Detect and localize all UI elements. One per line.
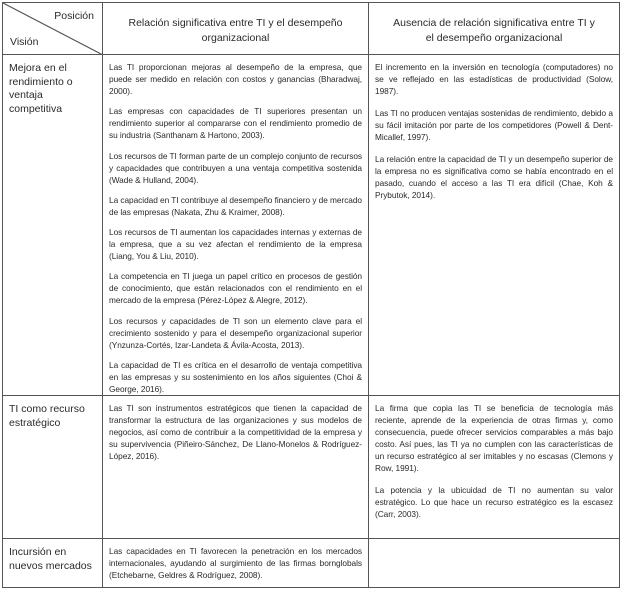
- table-row: [3, 396, 619, 539]
- vision-cell: [3, 55, 103, 395]
- finding-paragraph: La potencia y la ubicuidad de TI no aumentan su valor estratégico. Lo que hace un recurso estratégico es la escasez (Carr, 2003).: [375, 485, 613, 519]
- corner-header-cell: [3, 3, 103, 54]
- table-row: [3, 55, 619, 396]
- absence-cell: [369, 396, 619, 538]
- column-header-absence: Ausencia de relación significativa entre TI y el desempeño organizacional: [393, 17, 595, 44]
- significant-cell: [103, 396, 369, 538]
- column-header-significant: Relación significativa entre TI y el desempeño organizacional: [128, 17, 343, 44]
- vision-label: TI como recurso estratégico: [9, 403, 85, 429]
- finding-paragraph: La capacidad de TI es crítica en el desarrollo de ventaja competitiva en las empresas y su sostenimiento en los años siguientes (Choi & George, 2016).: [109, 360, 362, 395]
- header-cell-significant: [103, 3, 369, 54]
- finding-paragraph: La capacidad en TI contribuye al desempeño financiero y de mercado de las empresas (Nakata, Zhu & Kraimer, 2008).: [109, 194, 362, 217]
- finding-paragraph: La firma que copia las TI se beneficia de tecnología más reciente, aprende de la experiencia de otras firmas y, como consecuencia, puede ofrecer servicios comparables a más bajo costo. Así pues, las TI ya no cumplen con las características de un recurso estratégico al ser imitables y no escasas (Clemons y Row, 1991).: [375, 403, 613, 473]
- finding-paragraph: Las capacidades en TI favorecen la penetración en los mercados internacionales, ayudando al surgimiento de las firmas bornglobals (Etchebarne, Geldres & Rodríguez, 2008).: [109, 546, 362, 580]
- absence-cell: [369, 55, 619, 395]
- vision-label: Incursión en nuevos mercados: [9, 546, 92, 572]
- finding-paragraph: El incremento en la inversión en tecnología (computadores) no se ve reflejado en las estadísticas de productividad (Solow, 1987).: [375, 62, 613, 96]
- finding-paragraph: Las TI proporcionan mejoras al desempeño de la empresa, que puede ser medido en relación con costos y ganancias (Bharadwaj, 2000).: [109, 62, 362, 96]
- table-row: [3, 539, 619, 587]
- absence-cell-empty: [369, 539, 619, 587]
- finding-paragraph: Los recursos y capacidades de TI son un elemento clave para el crecimiento sostenido y para el desempeño organizacional superior (Ynzunza-Cortés, Izar-Landeta & Ávila-Acosta, 2013).: [109, 315, 362, 350]
- table-header-row: [3, 3, 619, 55]
- vision-label: Mejora en el rendimiento o ventaja competitiva: [9, 62, 73, 115]
- corner-label-vision: Visión: [10, 36, 39, 48]
- finding-paragraph: La competencia en TI juega un papel crítico en procesos de gestión de conocimiento, que están relacionados con el rendimiento en el mercado de la empresa (Pérez-López & Alegre, 2012).: [109, 271, 362, 306]
- vision-cell: [3, 396, 103, 538]
- finding-paragraph: Las TI no producen ventajas sostenidas de rendimiento, debido a su fácil imitación por parte de los competidores (Powell & Dent-Micallef, 1997).: [375, 108, 613, 142]
- significant-cell: [103, 55, 369, 395]
- vision-cell: [3, 539, 103, 587]
- significant-cell: [103, 539, 369, 587]
- finding-paragraph: Los recursos de TI aumentan los capacidades internas y externas de la empresa, que a su vez afectan el rendimiento de la empresa (Liang, You & Liu, 2010).: [109, 227, 362, 262]
- corner-label-position: Posición: [54, 10, 94, 22]
- comparison-table: [2, 2, 620, 588]
- finding-paragraph: Las TI son instrumentos estratégicos que tienen la capacidad de transformar la estructura de las organizaciones y sus modelos de negocios, así como de contribuir a la competitividad de la empresa y su supervivencia (Piñeiro-Sánchez, De Llano-Monelos & Rodríguez-López, 2016).: [109, 403, 362, 461]
- finding-paragraph: La relación entre la capacidad de TI y un desempeño superior de la empresa no es significativa como se había encontrado en el pasado, cuando el acceso a las TI era difícil (Chae, Koh & Prybutok, 2014).: [375, 154, 613, 200]
- header-cell-absence: [369, 3, 619, 54]
- finding-paragraph: Las empresas con capacidades de TI superiores presentan un rendimiento superior al compararse con el rendimiento promedio de su industria (Santhanam & Hartono, 2003).: [109, 106, 362, 141]
- finding-paragraph: Los recursos de TI forman parte de un complejo conjunto de recursos y capacidades que contribuyen a una ventaja competitiva sostenida (Wade & Hulland, 2004).: [109, 150, 362, 185]
